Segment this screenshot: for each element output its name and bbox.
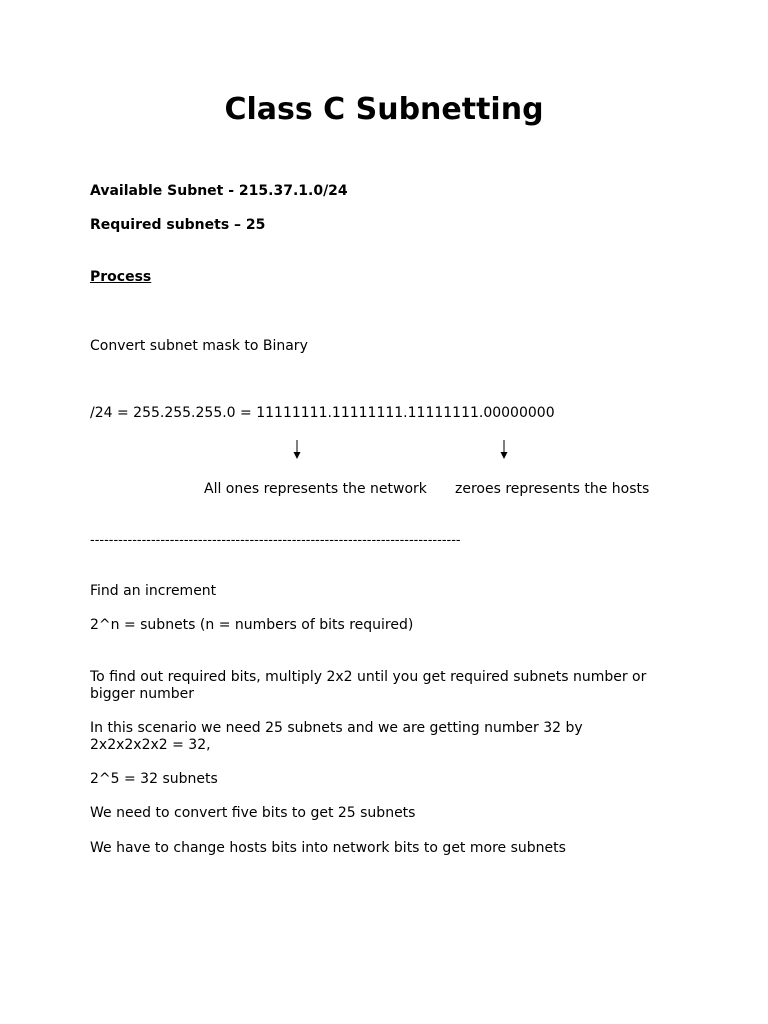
change-bits-line: We have to change hosts bits into network bits to get more subnets	[90, 840, 566, 856]
annotation-network: All ones represents the network	[204, 481, 427, 497]
result-line: 2^5 = 32 subnets	[90, 771, 218, 787]
convert-bits-line: We need to convert five bits to get 25 subnets	[90, 805, 416, 821]
down-arrow-icon	[292, 440, 302, 460]
process-heading: Process	[90, 269, 152, 285]
required-subnets-line: Required subnets – 25	[90, 217, 266, 233]
page-title: Class C Subnetting	[224, 92, 544, 127]
separator-line: -------------------------------------------------------------------------------	[90, 533, 461, 548]
down-arrow-icon	[499, 440, 509, 460]
formula-line: 2^n = subnets (n = numbers of bits required)	[90, 617, 414, 633]
convert-heading: Convert subnet mask to Binary	[90, 338, 308, 354]
paragraph-scenario: In this scenario we need 25 subnets and we are getting number 32 by 2x2x2x2x2 = 32,	[90, 720, 583, 753]
annotation-hosts: zeroes represents the hosts	[455, 481, 650, 497]
increment-heading: Find an increment	[90, 583, 217, 599]
paragraph-required-bits: To find out required bits, multiply 2x2 until you get required subnets number or bigger number	[90, 669, 647, 702]
available-subnet-line: Available Subnet - 215.37.1.0/24	[90, 183, 348, 199]
binary-line: /24 = 255.255.255.0 = 11111111.11111111.11111111.00000000	[90, 405, 555, 421]
